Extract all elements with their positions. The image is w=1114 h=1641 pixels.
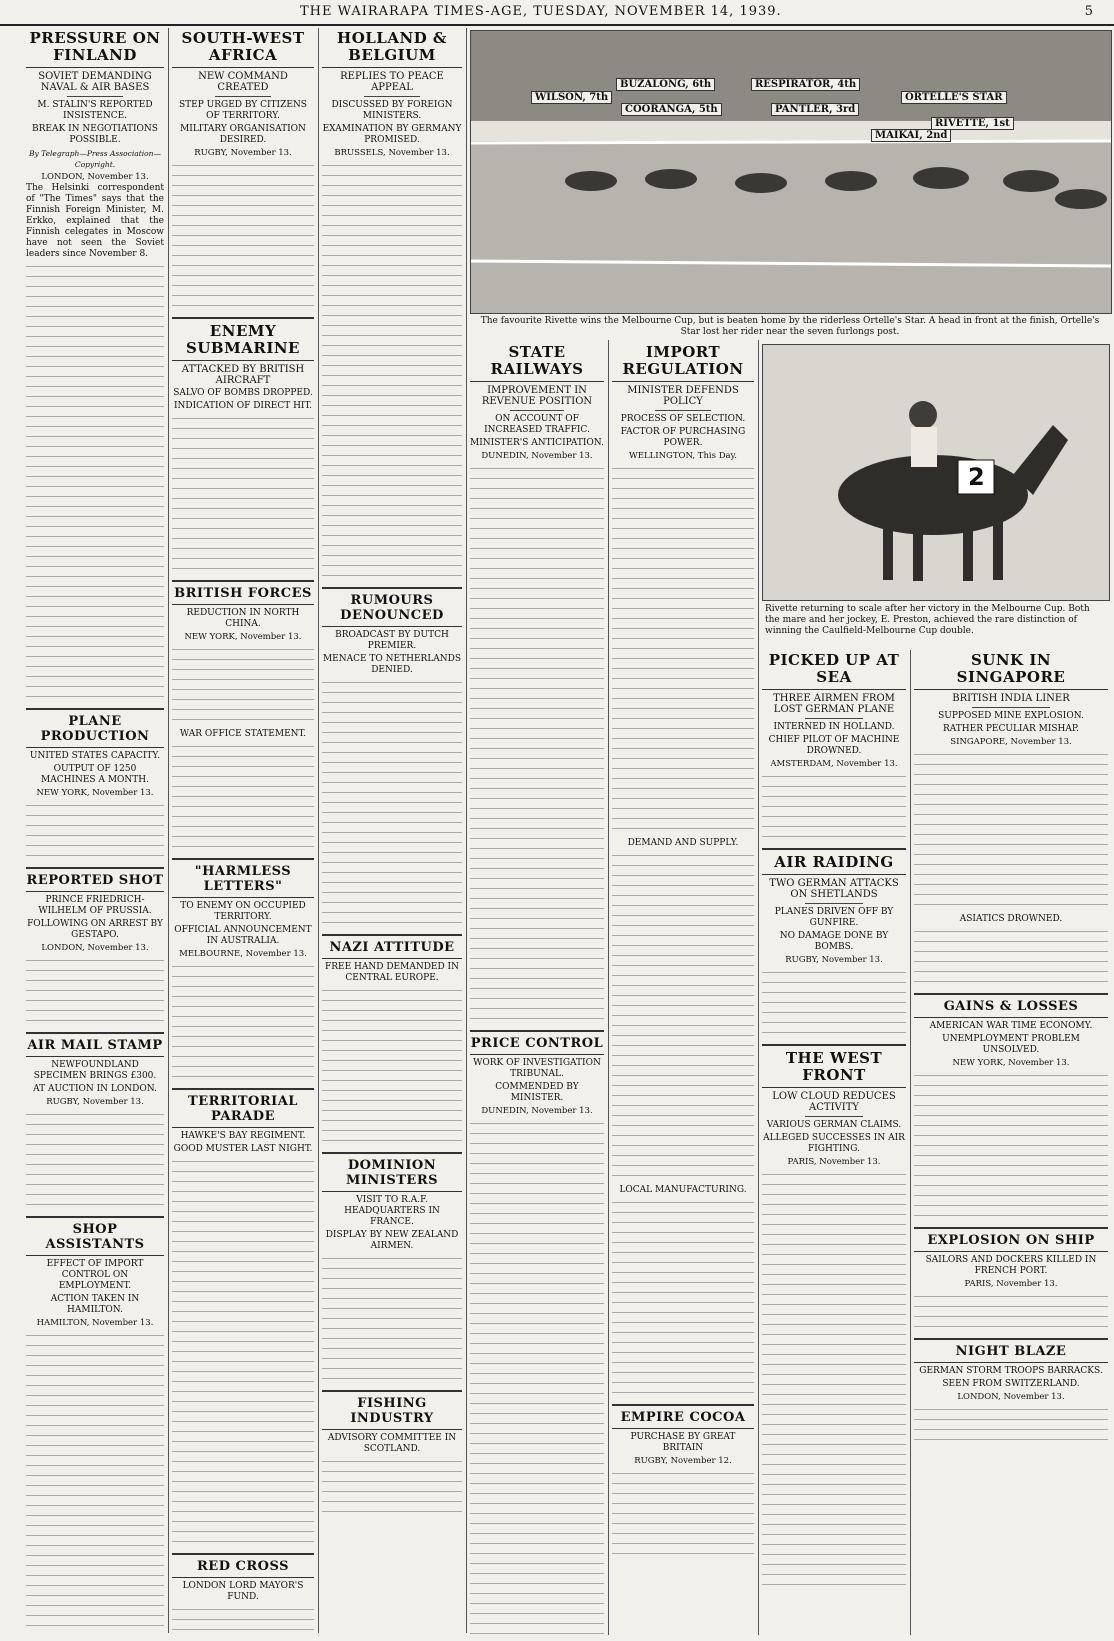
headline: PRICE CONTROL <box>470 1036 604 1055</box>
article-text <box>322 161 462 581</box>
headline: SOUTH-WEST AFRICA <box>172 30 314 68</box>
subhead: THREE AIRMEN FROM LOST GERMAN PLANE <box>773 693 895 715</box>
subhead: BROADCAST BY DUTCH PREMIER. <box>335 630 449 651</box>
dateline: LONDON, November 13. <box>957 1392 1065 1402</box>
dateline: NEW YORK, November 13. <box>952 1058 1070 1068</box>
subhead: AMERICAN WAR TIME ECONOMY. <box>929 1021 1093 1031</box>
subhead: MILITARY ORGANISATION DESIRED. <box>180 124 306 145</box>
horse-label: RIVETTE, 1st <box>931 117 1014 130</box>
subhead: OFFICIAL ANNOUNCEMENT IN AUSTRALIA. <box>174 925 312 946</box>
horse-label: MAIKAI, 2nd <box>871 129 951 142</box>
dateline: AMSTERDAM, November 13. <box>770 759 898 769</box>
saddle-cloth-number: 2 <box>968 463 985 491</box>
column-7 <box>914 652 1108 1634</box>
subhead: UNITED STATES CAPACITY. <box>29 751 161 761</box>
subhead: FACTOR OF PURCHASING POWER. <box>620 427 746 448</box>
subhead: INTERNED IN HOLLAND. <box>773 722 895 732</box>
column-rule <box>168 28 169 1633</box>
subhead: NO DAMAGE DONE BY BOMBS. <box>779 931 889 952</box>
dateline: RUGBY, November 13. <box>785 955 883 965</box>
article-text <box>26 262 164 702</box>
column-3 <box>322 30 462 1635</box>
column-rule <box>608 340 609 1635</box>
headline: FISHING INDUSTRY <box>322 1396 462 1430</box>
dateline: WELLINGTON, This Day. <box>629 451 737 461</box>
headline: PLANE PRODUCTION <box>26 714 164 748</box>
column-1 <box>26 30 164 1635</box>
dateline: RUGBY, November 12. <box>634 1456 732 1466</box>
subhead: INDICATION OF DIRECT HIT. <box>173 401 313 411</box>
article-text <box>172 1605 314 1635</box>
headline: PRESSURE ON FINLAND <box>26 30 164 68</box>
horse-label: COORANGA, 5th <box>621 103 722 116</box>
subhead: BRITISH INDIA LINER <box>952 693 1070 704</box>
horse-illustration <box>763 345 1109 600</box>
headline: IMPORT REGULATION <box>612 344 754 382</box>
subhead: CHIEF PILOT OF MACHINE DROWNED. <box>768 735 900 756</box>
headline: ENEMY SUBMARINE <box>172 323 314 361</box>
subhead: HAWKE'S BAY REGIMENT. <box>180 1131 306 1141</box>
subhead: VARIOUS GERMAN CLAIMS. <box>766 1120 902 1130</box>
column-4 <box>470 344 604 1634</box>
article-text <box>322 678 462 928</box>
dateline: LONDON, November 13. <box>41 943 149 953</box>
article-text <box>172 645 314 725</box>
article-text <box>322 1254 462 1384</box>
article-text <box>26 1331 164 1635</box>
dateline: SINGAPORE, November 13. <box>950 737 1072 747</box>
photo-melbourne-cup-finish <box>470 30 1112 314</box>
article-text <box>172 962 314 1082</box>
headline: RUMOURS DENOUNCED <box>322 593 462 627</box>
dateline: NEW YORK, November 13. <box>184 632 302 642</box>
horse-label: ORTELLE'S STAR <box>901 91 1007 104</box>
subhead: GOOD MUSTER LAST NIGHT. <box>173 1144 313 1154</box>
article-text <box>322 986 462 1146</box>
subhead: VISIT TO R.A.F. HEADQUARTERS IN FRANCE. <box>344 1195 440 1227</box>
subhead: STEP URGED BY CITIZENS OF TERRITORY. <box>179 100 307 121</box>
subhead: RATHER PECULIAR MISHAP. <box>943 724 1079 734</box>
subhead: ON ACCOUNT OF INCREASED TRAFFIC. <box>484 414 590 435</box>
subhead: MINISTER'S ANTICIPATION. <box>470 438 604 448</box>
subhead: ATTACKED BY BRITISH AIRCRAFT <box>181 364 305 386</box>
headline: STATE RAILWAYS <box>470 344 604 382</box>
subhead: WAR OFFICE STATEMENT. <box>179 729 307 739</box>
headline: BRITISH FORCES <box>172 586 314 605</box>
subhead: MENACE TO NETHERLANDS DENIED. <box>322 654 462 675</box>
dateline: PARIS, November 13. <box>787 1157 881 1167</box>
horse-label: WILSON, 7th <box>531 91 612 104</box>
article-text <box>612 1198 754 1398</box>
subhead: MINISTER DEFENDS POLICY <box>627 385 739 407</box>
horse-label: BUZALONG, 6th <box>616 78 715 91</box>
subhead: SALVO OF BOMBS DROPPED. <box>173 388 313 398</box>
race-finish-illustration <box>471 31 1111 313</box>
headline: SUNK IN SINGAPORE <box>914 652 1108 690</box>
article-text <box>762 1170 906 1590</box>
subhead: WORK OF INVESTIGATION TRIBUNAL. <box>473 1058 601 1079</box>
article-text <box>612 1469 754 1559</box>
subhead: SUPPOSED MINE EXPLOSION. <box>938 711 1084 721</box>
article-text <box>322 1457 462 1517</box>
headline: EMPIRE COCOA <box>612 1410 754 1429</box>
headline: PICKED UP AT SEA <box>762 652 906 690</box>
article-text <box>762 968 906 1038</box>
page-number: 5 <box>1084 4 1094 19</box>
article-text <box>470 1119 604 1634</box>
subhead: DEMAND AND SUPPLY. <box>627 838 739 848</box>
subhead: NEW COMMAND CREATED <box>198 71 288 93</box>
headline: DOMINION MINISTERS <box>322 1158 462 1192</box>
article-text <box>26 1110 164 1210</box>
subhead: PURCHASE BY GREAT BRITAIN <box>630 1432 736 1453</box>
article-text <box>26 956 164 1026</box>
subhead: IMPROVEMENT IN REVENUE POSITION <box>481 385 593 407</box>
subhead: DISPLAY BY NEW ZEALAND AIRMEN. <box>325 1230 459 1251</box>
subhead: AT AUCTION IN LONDON. <box>33 1084 157 1094</box>
subhead: ACTION TAKEN IN HAMILTON. <box>50 1294 140 1315</box>
dateline: RUGBY, November 13. <box>46 1097 144 1107</box>
subhead: BREAK IN NEGOTIATIONS POSSIBLE. <box>32 124 158 145</box>
dateline: LONDON, November 13. <box>41 172 149 182</box>
dateline: PARIS, November 13. <box>964 1279 1058 1289</box>
headline: EXPLOSION ON SHIP <box>914 1233 1108 1252</box>
subhead: SOVIET DEMANDING NAVAL & AIR BASES <box>38 71 152 93</box>
column-2 <box>172 30 314 1635</box>
headline: AIR RAIDING <box>762 854 906 875</box>
article-text <box>612 464 754 834</box>
dateline: HAMILTON, November 13. <box>36 1318 154 1328</box>
subhead: PLANES DRIVEN OFF BY GUNFIRE. <box>774 907 894 928</box>
byline: By Telegraph—Press Association—Copyright. <box>29 149 161 169</box>
subhead: PRINCE FRIEDRICH-WILHELM OF PRUSSIA. <box>38 895 152 916</box>
subhead: COMMENDED BY MINISTER. <box>495 1082 579 1103</box>
subhead: ASIATICS DROWNED. <box>959 914 1063 924</box>
column-rule <box>758 340 759 1635</box>
photo-caption: Rivette returning to scale after her victory in the Melbourne Cup. Both the mare and her jockey, E. Preston, achieved the rare distinction of winning the Caulfield-Melbourne Cup double. <box>765 604 1090 636</box>
subhead: GERMAN STORM TROOPS BARRACKS. <box>919 1366 1103 1376</box>
article-text <box>172 1157 314 1547</box>
dateline: NEW YORK, November 13. <box>36 788 154 798</box>
article-text <box>470 464 604 1024</box>
headline: SHOP ASSISTANTS <box>26 1222 164 1256</box>
article-text <box>914 1405 1108 1445</box>
subhead: UNEMPLOYMENT PROBLEM UNSOLVED. <box>942 1034 1080 1055</box>
headline: NIGHT BLAZE <box>914 1344 1108 1363</box>
subhead: REPLIES TO PEACE APPEAL <box>340 71 444 93</box>
subhead: OUTPUT OF 1250 MACHINES A MONTH. <box>40 764 150 785</box>
headline: RED CROSS <box>172 1559 314 1578</box>
horse-label: RESPIRATOR, 4th <box>751 78 860 91</box>
headline: NAZI ATTITUDE <box>322 940 462 959</box>
column-6 <box>762 652 906 1634</box>
subhead: FOLLOWING ON ARREST BY GESTAPO. <box>27 919 163 940</box>
subhead: REDUCTION IN NORTH CHINA. <box>186 608 300 629</box>
subhead: LONDON LORD MAYOR'S FUND. <box>182 1581 304 1602</box>
subhead: TO ENEMY ON OCCUPIED TERRITORY. <box>180 901 306 922</box>
headline: GAINS & LOSSES <box>914 999 1108 1018</box>
article-text <box>914 1292 1108 1332</box>
headline: HOLLAND & BELGIUM <box>322 30 462 68</box>
column-rule <box>318 28 319 1633</box>
subhead: LOW CLOUD REDUCES ACTIVITY <box>772 1091 896 1113</box>
subhead: SEEN FROM SWITZERLAND. <box>942 1379 1080 1389</box>
subhead: FREE HAND DEMANDED IN CENTRAL EUROPE. <box>325 962 459 983</box>
subhead: SAILORS AND DOCKERS KILLED IN FRENCH PORT. <box>925 1255 1097 1276</box>
lead-paragraph: The Helsinki correspondent of "The Times" says that the Finnish Foreign Minister, M. Erkko, explained that the Finnish celegates in Moscow have not seen the Soviet leaders since November 8. <box>26 183 164 259</box>
subhead: NEWFOUNDLAND SPECIMEN BRINGS £300. <box>33 1060 157 1081</box>
headline: AIR MAIL STAMP <box>26 1038 164 1057</box>
masthead-title: THE WAIRARAPA TIMES-AGE, TUESDAY, NOVEMBER 14, 1939. <box>300 4 782 19</box>
dateline: BRUSSELS, November 13. <box>334 148 450 158</box>
headline: "HARMLESS LETTERS" <box>172 864 314 898</box>
masthead <box>0 0 1114 26</box>
headline: THE WEST FRONT <box>762 1050 906 1088</box>
subhead: DISCUSSED BY FOREIGN MINISTERS. <box>331 100 453 121</box>
photo-rivette-returning <box>762 344 1110 601</box>
subhead: M. STALIN'S REPORTED INSISTENCE. <box>37 100 153 121</box>
subhead: ALLEGED SUCCESSES IN AIR FIGHTING. <box>763 1133 905 1154</box>
article-text <box>914 750 1108 910</box>
headline: REPORTED SHOT <box>26 873 164 892</box>
subhead: EXAMINATION BY GERMANY PROMISED. <box>322 124 462 145</box>
subhead: ADVISORY COMMITTEE IN SCOTLAND. <box>327 1433 457 1454</box>
subhead: LOCAL MANUFACTURING. <box>619 1185 747 1195</box>
dateline: DUNEDIN, November 13. <box>481 451 593 461</box>
subhead: PROCESS OF SELECTION. <box>620 414 746 424</box>
article-text <box>172 742 314 852</box>
article-text <box>914 927 1108 987</box>
article-text <box>762 772 906 842</box>
article-text <box>172 414 314 574</box>
column-rule <box>910 650 911 1635</box>
article-text <box>612 851 754 1181</box>
article-text <box>172 161 314 311</box>
horse-label: PANTLER, 3rd <box>771 103 859 116</box>
subhead: TWO GERMAN ATTACKS ON SHETLANDS <box>769 878 899 900</box>
photo-caption: The favourite Rivette wins the Melbourne Cup, but is beaten home by the riderless Ortelle's Star. A head in front at the finish, Ortelle's Star lost her rider near the seven furlongs post. <box>480 316 1100 337</box>
dateline: DUNEDIN, November 13. <box>481 1106 593 1116</box>
article-text <box>26 801 164 861</box>
subhead: EFFECT OF IMPORT CONTROL ON EMPLOYMENT. <box>46 1259 144 1291</box>
headline: TERRITORIAL PARADE <box>172 1094 314 1128</box>
column-rule <box>466 28 467 1633</box>
dateline: MELBOURNE, November 13. <box>179 949 307 959</box>
column-5 <box>612 344 754 1634</box>
dateline: RUGBY, November 13. <box>194 148 292 158</box>
article-text <box>914 1071 1108 1221</box>
